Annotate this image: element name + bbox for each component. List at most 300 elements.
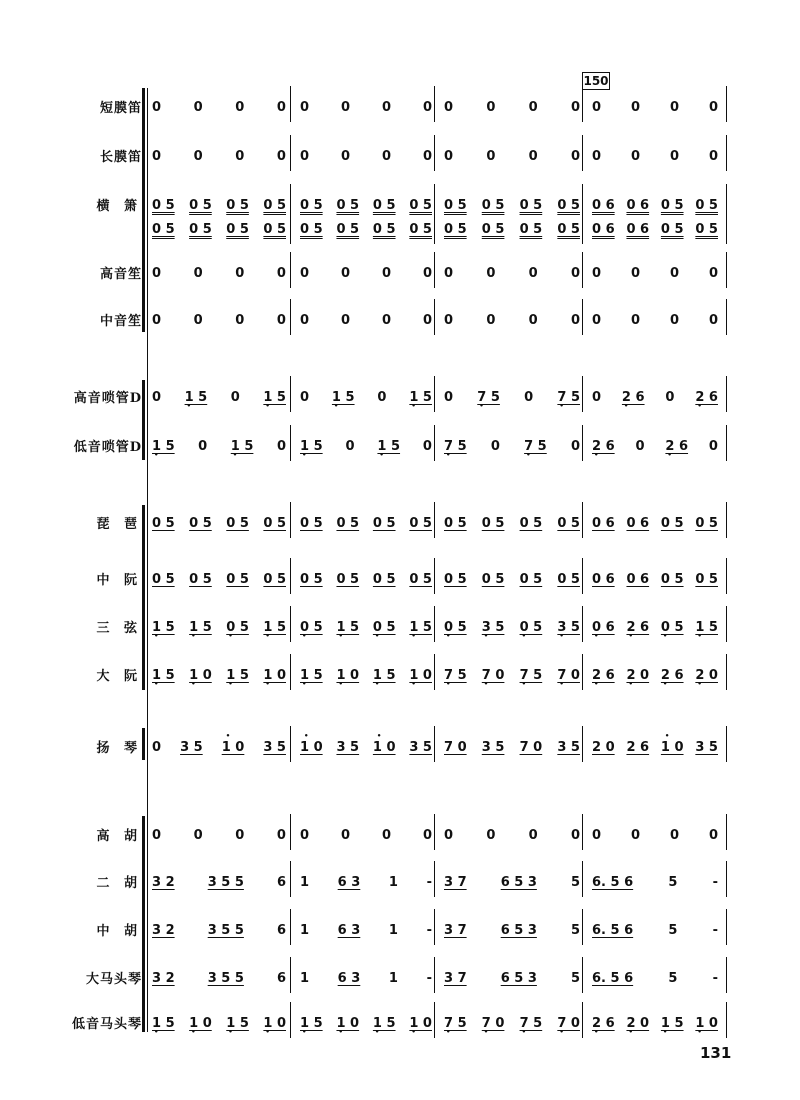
measure — [592, 869, 718, 895]
note: 1 0 • — [336, 668, 359, 683]
instrument-label: 中 胡 — [96, 924, 142, 939]
note: 0 5 — [557, 515, 580, 531]
note: 0 5 • — [520, 620, 543, 635]
note: 0 — [235, 148, 245, 164]
note: 0 — [630, 312, 641, 328]
note: 7 0 — [519, 739, 543, 755]
note: 0 6 — [592, 515, 615, 531]
barline — [434, 814, 435, 850]
measure — [300, 869, 432, 895]
instrument-label: 横 箫 — [96, 199, 142, 214]
note: 0 5 — [226, 515, 249, 531]
note: 0 — [708, 827, 718, 843]
note: 3 7 — [444, 922, 467, 938]
note: 0 5 — [189, 571, 212, 587]
note: 3 5 — [557, 739, 580, 755]
note: 0 5 — [372, 221, 396, 237]
measure — [300, 384, 432, 410]
barline — [726, 654, 727, 690]
barline — [726, 957, 727, 993]
note: - — [712, 922, 718, 938]
note: 0 — [193, 827, 203, 843]
note: 1 0 • — [189, 1016, 212, 1031]
note: 0 5 • — [373, 620, 396, 635]
measure — [444, 94, 580, 120]
note: 0 — [300, 312, 310, 328]
measure — [592, 510, 718, 536]
note: - — [426, 970, 432, 986]
measure — [300, 433, 432, 459]
note: 0 — [340, 827, 351, 843]
note: 0 5 — [189, 197, 212, 213]
note: 5 — [668, 874, 678, 890]
barline — [290, 654, 291, 690]
note: 3 5 — [336, 739, 360, 755]
note: 0 — [300, 99, 310, 115]
note: 0 6 — [626, 221, 650, 237]
note: 0 — [345, 438, 355, 454]
note: 6 — [276, 922, 286, 938]
note: 0 5 — [189, 221, 212, 237]
note: 6 5 3 — [500, 874, 537, 890]
note: 0 5 — [695, 515, 718, 531]
note: 0 — [377, 389, 387, 405]
note: 1 — [300, 970, 310, 986]
note: 3 7 — [444, 970, 467, 986]
note: 0 — [444, 148, 454, 164]
note: 1 5 • — [152, 1016, 175, 1031]
note: 7 5 • — [557, 390, 580, 405]
measure — [444, 216, 580, 242]
note: 0 — [381, 827, 392, 843]
staff-row — [0, 564, 800, 594]
note: 0 — [708, 148, 718, 164]
staff-row — [0, 867, 800, 897]
note: 0 — [340, 148, 351, 164]
instrument-label: 高音笙 — [99, 267, 142, 282]
barline — [434, 299, 435, 335]
note: 0 — [300, 148, 310, 164]
note: 3 5 • — [557, 620, 580, 635]
barline — [582, 135, 583, 171]
instrument-label: 低音唢管D — [73, 440, 142, 455]
note: 0 — [486, 148, 496, 164]
barline — [434, 376, 435, 412]
measure — [592, 384, 718, 410]
note: 0 — [630, 827, 641, 843]
note: 0 — [570, 265, 580, 281]
note: 1 — [388, 970, 398, 986]
measure — [592, 307, 718, 333]
note: 0 5 • — [444, 620, 467, 635]
measure — [300, 260, 432, 286]
measure — [444, 662, 580, 688]
barline — [726, 425, 727, 461]
note: 6. 5 6 — [592, 922, 634, 938]
staff-row — [0, 915, 800, 945]
note: 1 5 • — [226, 668, 249, 683]
note: 0 — [486, 99, 496, 115]
note: 0 — [340, 312, 351, 328]
instrument-label: 大马头琴 — [85, 972, 142, 987]
staff-row — [0, 508, 800, 538]
measure — [592, 614, 718, 640]
barline — [726, 208, 727, 244]
measure — [444, 614, 580, 640]
measure — [152, 965, 286, 991]
measure — [592, 822, 718, 848]
note: 0 — [276, 99, 286, 115]
note: 1 5 • — [377, 439, 400, 454]
note: 0 6 • — [592, 620, 615, 635]
barline — [582, 814, 583, 850]
barline — [582, 502, 583, 538]
note: 1 5 • — [185, 390, 208, 405]
note: 0 — [340, 265, 351, 281]
barline — [290, 814, 291, 850]
barline — [290, 957, 291, 993]
page-number: 131 — [700, 1044, 732, 1062]
note: 3 5 5 — [207, 922, 244, 938]
note: 0 — [235, 265, 245, 281]
note: 0 5 — [481, 197, 505, 213]
note: 0 — [276, 265, 286, 281]
note: • 1 0 — [222, 740, 245, 755]
measure — [300, 216, 432, 242]
barline — [582, 957, 583, 993]
barline — [142, 816, 145, 1032]
note: 1 5 • — [300, 668, 323, 683]
note: 3 7 — [444, 874, 467, 890]
note: 0 6 — [626, 197, 650, 213]
measure — [444, 917, 580, 943]
measure — [152, 566, 286, 592]
note: 1 5 • — [373, 1016, 396, 1031]
measure — [592, 260, 718, 286]
note: 0 5 — [660, 515, 684, 531]
instrument-label: 中 阮 — [96, 573, 142, 588]
note: 1 0 • — [695, 1016, 718, 1031]
note: 1 5 • — [332, 390, 355, 405]
barline — [290, 252, 291, 288]
measure — [592, 662, 718, 688]
note: 0 — [300, 827, 310, 843]
note: 0 — [152, 148, 162, 164]
measure — [592, 1010, 718, 1036]
measure — [300, 143, 432, 169]
barline — [290, 861, 291, 897]
note: • 1 0 — [373, 740, 396, 755]
measure — [152, 94, 286, 120]
note: 0 — [592, 312, 602, 328]
note: 0 5 — [372, 515, 396, 531]
barline — [290, 135, 291, 171]
note: 6 3 — [337, 970, 361, 986]
note: 2 6 • — [622, 390, 645, 405]
note: 0 — [422, 148, 432, 164]
barline — [142, 88, 145, 332]
note: 0 — [422, 99, 432, 115]
note: 2 6 • — [665, 439, 688, 454]
note: 0 5 — [300, 515, 323, 531]
note: 0 5 — [481, 515, 505, 531]
note: 1 0 • — [409, 1016, 432, 1031]
note: 0 5 — [481, 571, 505, 587]
measure — [152, 260, 286, 286]
note: 0 — [422, 265, 432, 281]
note: 0 — [630, 265, 641, 281]
note: 1 5 • — [226, 1016, 249, 1031]
barline — [290, 606, 291, 642]
measure — [444, 433, 580, 459]
barline — [582, 861, 583, 897]
note: 2 0 • — [626, 668, 649, 683]
note: 6 — [276, 970, 286, 986]
measure — [152, 433, 286, 459]
note: 0 — [193, 265, 203, 281]
measure — [300, 614, 432, 640]
measure — [592, 734, 718, 760]
note: 0 5 — [372, 571, 396, 587]
barline — [582, 208, 583, 244]
note: 0 5 — [263, 197, 286, 213]
rehearsal-mark: 150 — [583, 74, 609, 88]
barline — [582, 726, 583, 762]
note: 1 5 • — [336, 620, 359, 635]
note: 0 — [708, 438, 718, 454]
note: 7 0 • — [557, 668, 580, 683]
note: 0 5 — [409, 571, 432, 587]
note: 0 5 — [444, 197, 467, 213]
measure — [152, 662, 286, 688]
note: 0 5 — [695, 571, 718, 587]
staff-row — [0, 305, 800, 335]
note: 0 — [524, 389, 534, 405]
note: 7 5 • — [524, 439, 547, 454]
note: 0 5 — [519, 197, 543, 213]
note: 1 5 • — [152, 439, 175, 454]
note: 7 5 • — [444, 668, 467, 683]
note: 3 5 • — [482, 620, 505, 635]
note: 0 — [276, 438, 286, 454]
note: 0 — [300, 389, 310, 405]
barline — [434, 654, 435, 690]
note: 0 — [570, 312, 580, 328]
note: - — [426, 874, 432, 890]
note: - — [426, 922, 432, 938]
measure — [592, 433, 718, 459]
note: 0 — [235, 312, 245, 328]
note: - — [712, 970, 718, 986]
note: 0 — [486, 312, 496, 328]
measure — [152, 869, 286, 895]
barline — [434, 726, 435, 762]
barline — [290, 909, 291, 945]
note: • 1 0 — [300, 740, 323, 755]
barline — [290, 86, 291, 122]
note: 0 — [152, 99, 162, 115]
note: 0 6 — [592, 197, 615, 213]
note: 7 0 • — [482, 668, 505, 683]
note: 3 2 — [152, 922, 175, 938]
barline — [726, 861, 727, 897]
note: 0 5 • — [226, 620, 249, 635]
note: 0 — [528, 99, 538, 115]
note: 0 5 — [481, 221, 505, 237]
measure — [152, 510, 286, 536]
note: 2 6 • — [626, 620, 649, 635]
note: 0 — [422, 312, 432, 328]
note: 3 5 5 — [207, 970, 244, 986]
note: 0 5 — [409, 197, 432, 213]
note: 2 6 • — [661, 668, 684, 683]
note: 0 — [665, 389, 675, 405]
note: 0 — [152, 265, 162, 281]
note: 0 5 — [409, 221, 432, 237]
barline — [434, 1002, 435, 1038]
note: 1 5 • — [409, 390, 432, 405]
note: 6 3 — [337, 922, 361, 938]
note: 0 5 — [519, 571, 543, 587]
measure — [152, 1010, 286, 1036]
measure — [444, 143, 580, 169]
measure — [444, 869, 580, 895]
note: • 1 0 — [661, 740, 684, 755]
note: 1 0 • — [336, 1016, 359, 1031]
note: 0 — [570, 148, 580, 164]
note: 1 — [300, 874, 310, 890]
note: 1 — [300, 922, 310, 938]
note: 0 — [422, 827, 432, 843]
note: 6. 5 6 — [592, 970, 634, 986]
note: 0 — [300, 265, 310, 281]
note: 0 5 — [557, 197, 580, 213]
barline — [582, 376, 583, 412]
barline — [434, 957, 435, 993]
note: 6 5 3 — [500, 970, 537, 986]
note: 0 5 — [336, 515, 360, 531]
barline — [290, 1002, 291, 1038]
note: 5 — [668, 922, 678, 938]
note: 0 — [193, 99, 203, 115]
note: 0 5 — [444, 515, 467, 531]
staff-row — [0, 963, 800, 993]
note: 0 5 — [263, 515, 286, 531]
measure — [444, 822, 580, 848]
note: 0 — [669, 265, 680, 281]
measure — [444, 965, 580, 991]
note: 0 — [708, 265, 718, 281]
measure — [444, 566, 580, 592]
note: 7 5 • — [444, 439, 467, 454]
barline — [726, 502, 727, 538]
note: 0 6 — [626, 571, 650, 587]
measure — [152, 734, 286, 760]
note: 0 — [276, 312, 286, 328]
note: 0 — [490, 438, 500, 454]
note: 0 — [235, 827, 245, 843]
instrument-label: 二 胡 — [96, 876, 142, 891]
measure — [300, 566, 432, 592]
barline — [142, 380, 145, 460]
note: 1 5 • — [661, 1016, 684, 1031]
barline — [434, 606, 435, 642]
staff-row — [0, 258, 800, 288]
barline — [726, 1002, 727, 1038]
staff-row — [0, 141, 800, 171]
measure — [300, 734, 432, 760]
barline — [290, 558, 291, 594]
note: 0 — [592, 265, 602, 281]
note: 0 — [592, 99, 602, 115]
note: 3 5 — [481, 739, 505, 755]
note: 3 5 — [409, 739, 432, 755]
barline — [726, 135, 727, 171]
note: 7 5 • — [477, 390, 500, 405]
measure — [300, 307, 432, 333]
instrument-label: 琵 琶 — [96, 517, 142, 532]
measure — [152, 143, 286, 169]
note: 0 5 — [372, 197, 396, 213]
barline — [434, 861, 435, 897]
note: 0 — [528, 827, 538, 843]
note: 6 5 3 — [500, 922, 537, 938]
barline — [142, 728, 145, 760]
note: 0 — [340, 99, 351, 115]
measure — [152, 307, 286, 333]
note: 0 5 — [189, 515, 212, 531]
barline — [726, 299, 727, 335]
note: 7 0 • — [557, 1016, 580, 1031]
note: 7 5 • — [520, 1016, 543, 1031]
barline — [290, 376, 291, 412]
note: 0 — [630, 148, 641, 164]
note: 3 2 — [152, 970, 175, 986]
barline — [290, 502, 291, 538]
note: 0 — [193, 148, 203, 164]
note: 0 6 — [592, 221, 615, 237]
note: 0 5 — [263, 571, 286, 587]
measure — [444, 510, 580, 536]
note: 1 5 • — [695, 620, 718, 635]
measure — [300, 917, 432, 943]
note: 2 6 • — [695, 390, 718, 405]
note: 2 6 • — [592, 668, 615, 683]
staff-row — [0, 431, 800, 461]
note: 0 5 — [226, 571, 249, 587]
barline — [434, 135, 435, 171]
note: 0 — [486, 265, 496, 281]
note: 5 — [570, 874, 580, 890]
instrument-label: 低音马头琴 — [71, 1017, 142, 1032]
note: 0 — [152, 312, 162, 328]
measure — [152, 822, 286, 848]
note: 0 — [276, 827, 286, 843]
measure — [300, 94, 432, 120]
note: 0 — [708, 99, 718, 115]
measure — [592, 965, 718, 991]
barline — [726, 606, 727, 642]
note: 3 2 — [152, 874, 175, 890]
note: 0 5 — [557, 221, 580, 237]
note: 0 5 — [409, 515, 432, 531]
note: 0 5 — [336, 571, 360, 587]
note: 0 5 — [444, 221, 467, 237]
measure — [152, 917, 286, 943]
note: 2 6 • — [592, 1016, 615, 1031]
note: 0 — [230, 389, 240, 405]
note: 1 — [388, 874, 398, 890]
